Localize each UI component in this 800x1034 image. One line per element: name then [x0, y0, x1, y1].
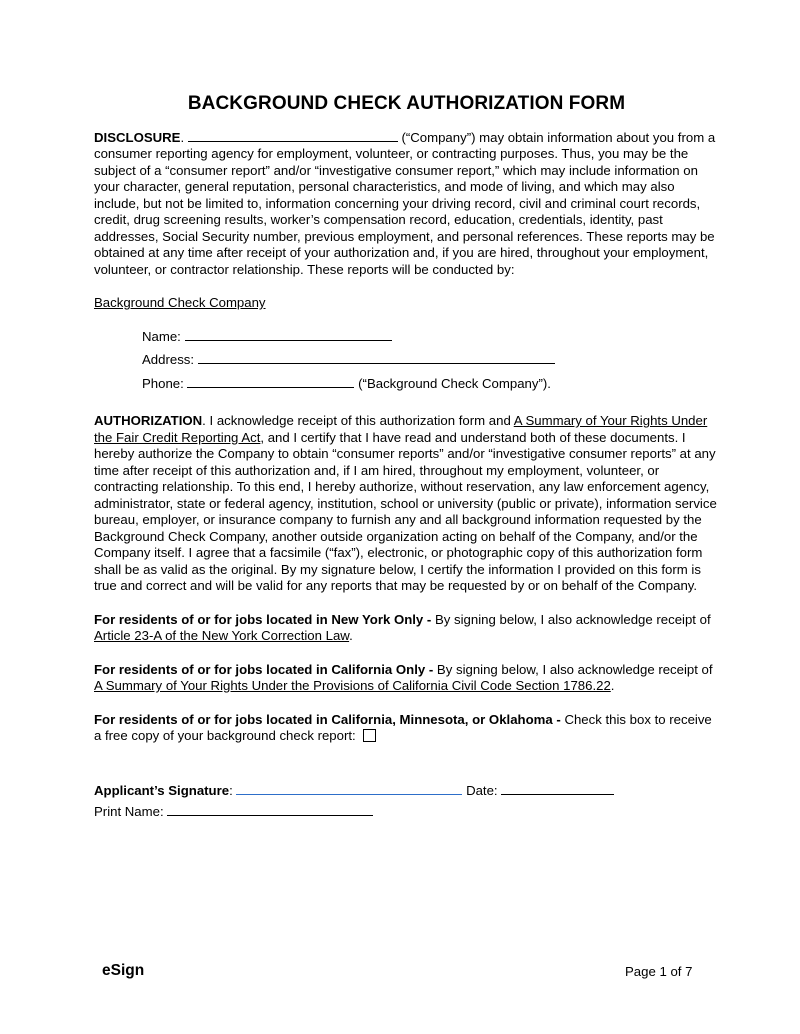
address-row	[142, 350, 719, 374]
background-company-heading: Background Check Company	[94, 295, 266, 310]
signature-field[interactable]	[236, 781, 462, 795]
name-label: Name:	[142, 328, 181, 344]
phone-suffix: (“Background Check Company”).	[358, 375, 551, 391]
company-name-field[interactable]	[188, 128, 398, 142]
ca-mn-ok-paragraph: For residents of or for jobs located in California, Minnesota, or Oklahoma - Check this box to receive a free copy of your background check report:	[94, 711, 712, 743]
date-label: Date:	[466, 782, 498, 798]
signature-section	[94, 781, 719, 823]
ca-civil-code-link[interactable]: A Summary of Your Rights Under the Provisions of California Civil Code Section 1786.22	[94, 678, 611, 693]
california-paragraph: For residents of or for jobs located in California Only - By signing below, I also acknowledge receipt of A Summary of Your Rights Under the Provisions of California Civil Code Section 1786.22.	[94, 661, 713, 693]
phone-label: Phone:	[142, 375, 184, 391]
fcra-summary-link[interactable]: A Summary of Your Rights Under the Fair Credit Reporting Act	[94, 413, 708, 445]
phone-row	[142, 374, 719, 398]
disclosure-paragraph: DISCLOSURE. (“Company”) may obtain information about you from a consumer reporting agency for employment, volunteer, or contracting purposes. Thus, you may be the subject of a “consumer report” and/or “investigative consumer report,” which may include information on your character, general reputation, personal characteristics, and mode of living, and which may also include, but not be limited to, information concerning your driving record, civil and criminal court records, credit, drug screening results, worker’s compensation record, education, credentials, identity, past addresses, Social Security number, previous employment, and personal references. These reports may be obtained at any time after receipt of your authorization and, if you are hired, throughout your employment, volunteer, or contractor relationship. These reports will be conducted by:	[94, 129, 716, 277]
signature-row: Applicant’s Signature: Date:	[94, 781, 719, 802]
print-name-label: Print Name:	[94, 803, 164, 819]
new-york-paragraph: For residents of or for jobs located in New York Only - By signing below, I also acknowledge receipt of Article 23-A of the New York Correction Law.	[94, 611, 711, 643]
date-field[interactable]	[501, 781, 614, 795]
page-number: Page 1 of 7	[625, 964, 693, 979]
background-company-contact	[94, 327, 719, 398]
print-name-field[interactable]	[167, 802, 373, 816]
free-copy-checkbox[interactable]	[363, 729, 376, 742]
disclosure-text: (“Company”) may obtain information about you from a consumer reporting agency for employment, volunteer, or contracting purposes. Thus, you may be the subject of a “consumer report” and/or “investigative consumer report,” which may include information on your character, general reputation, personal characteristics, and mode of living, and which may also include, but not be limited to, information concerning your driving record, civil and criminal court records, credit, drug screening results, worker’s compensation record, education, credentials, identity, past addresses, Social Security number, previous employment, and personal references. These reports may be obtained at any time after receipt of your authorization and, if you are hired, throughout your employment, volunteer, or contractor relationship. These reports will be conducted by:	[94, 129, 716, 277]
ny-correction-law-link[interactable]: Article 23-A of the New York Correction Law	[94, 628, 350, 643]
esign-logo: eSign	[102, 962, 145, 979]
address-label: Address:	[142, 352, 195, 367]
form-title: BACKGROUND CHECK AUTHORIZATION FORM	[187, 93, 626, 114]
name-row	[142, 327, 719, 351]
disclosure-label: DISCLOSURE	[94, 129, 181, 145]
bg-company-phone-field[interactable]	[187, 374, 354, 388]
print-name-row	[94, 802, 719, 823]
authorization-label: AUTHORIZATION	[94, 413, 203, 428]
signature-label: Applicant’s Signature	[94, 782, 230, 798]
authorization-paragraph: AUTHORIZATION. I acknowledge receipt of this authorization form and A Summary of Your Rights Under the Fair Credit Reporting Act, and I certify that I have read and understand both of these documents. I hereby authorize the Company to obtain “consumer reports” and/or “investigative consumer reports” at any time after receipt of this authorization and, if I am hired, throughout my employment, volunteer, or contracting relationship. To this end, I hereby authorize, without reservation, any law enforcement agency, administrator, state or federal agency, institution, school or university (public or private), information service bureau, employer, or insurance company to furnish any and all background information requested by the Background Check Company, another outside organization acting on behalf of the Company, and/or the Company itself. I agree that a facsimile (“fax”), electronic, or photographic copy of this authorization form shall be as valid as the original. By my signature below, I certify the information I provided on this form is true and correct and will be valid for any reports that may be requested by or on behalf of the Company.	[94, 413, 717, 593]
bg-company-address-field[interactable]	[198, 350, 555, 364]
bg-company-name-field[interactable]	[185, 327, 392, 341]
document-page	[94, 93, 719, 823]
